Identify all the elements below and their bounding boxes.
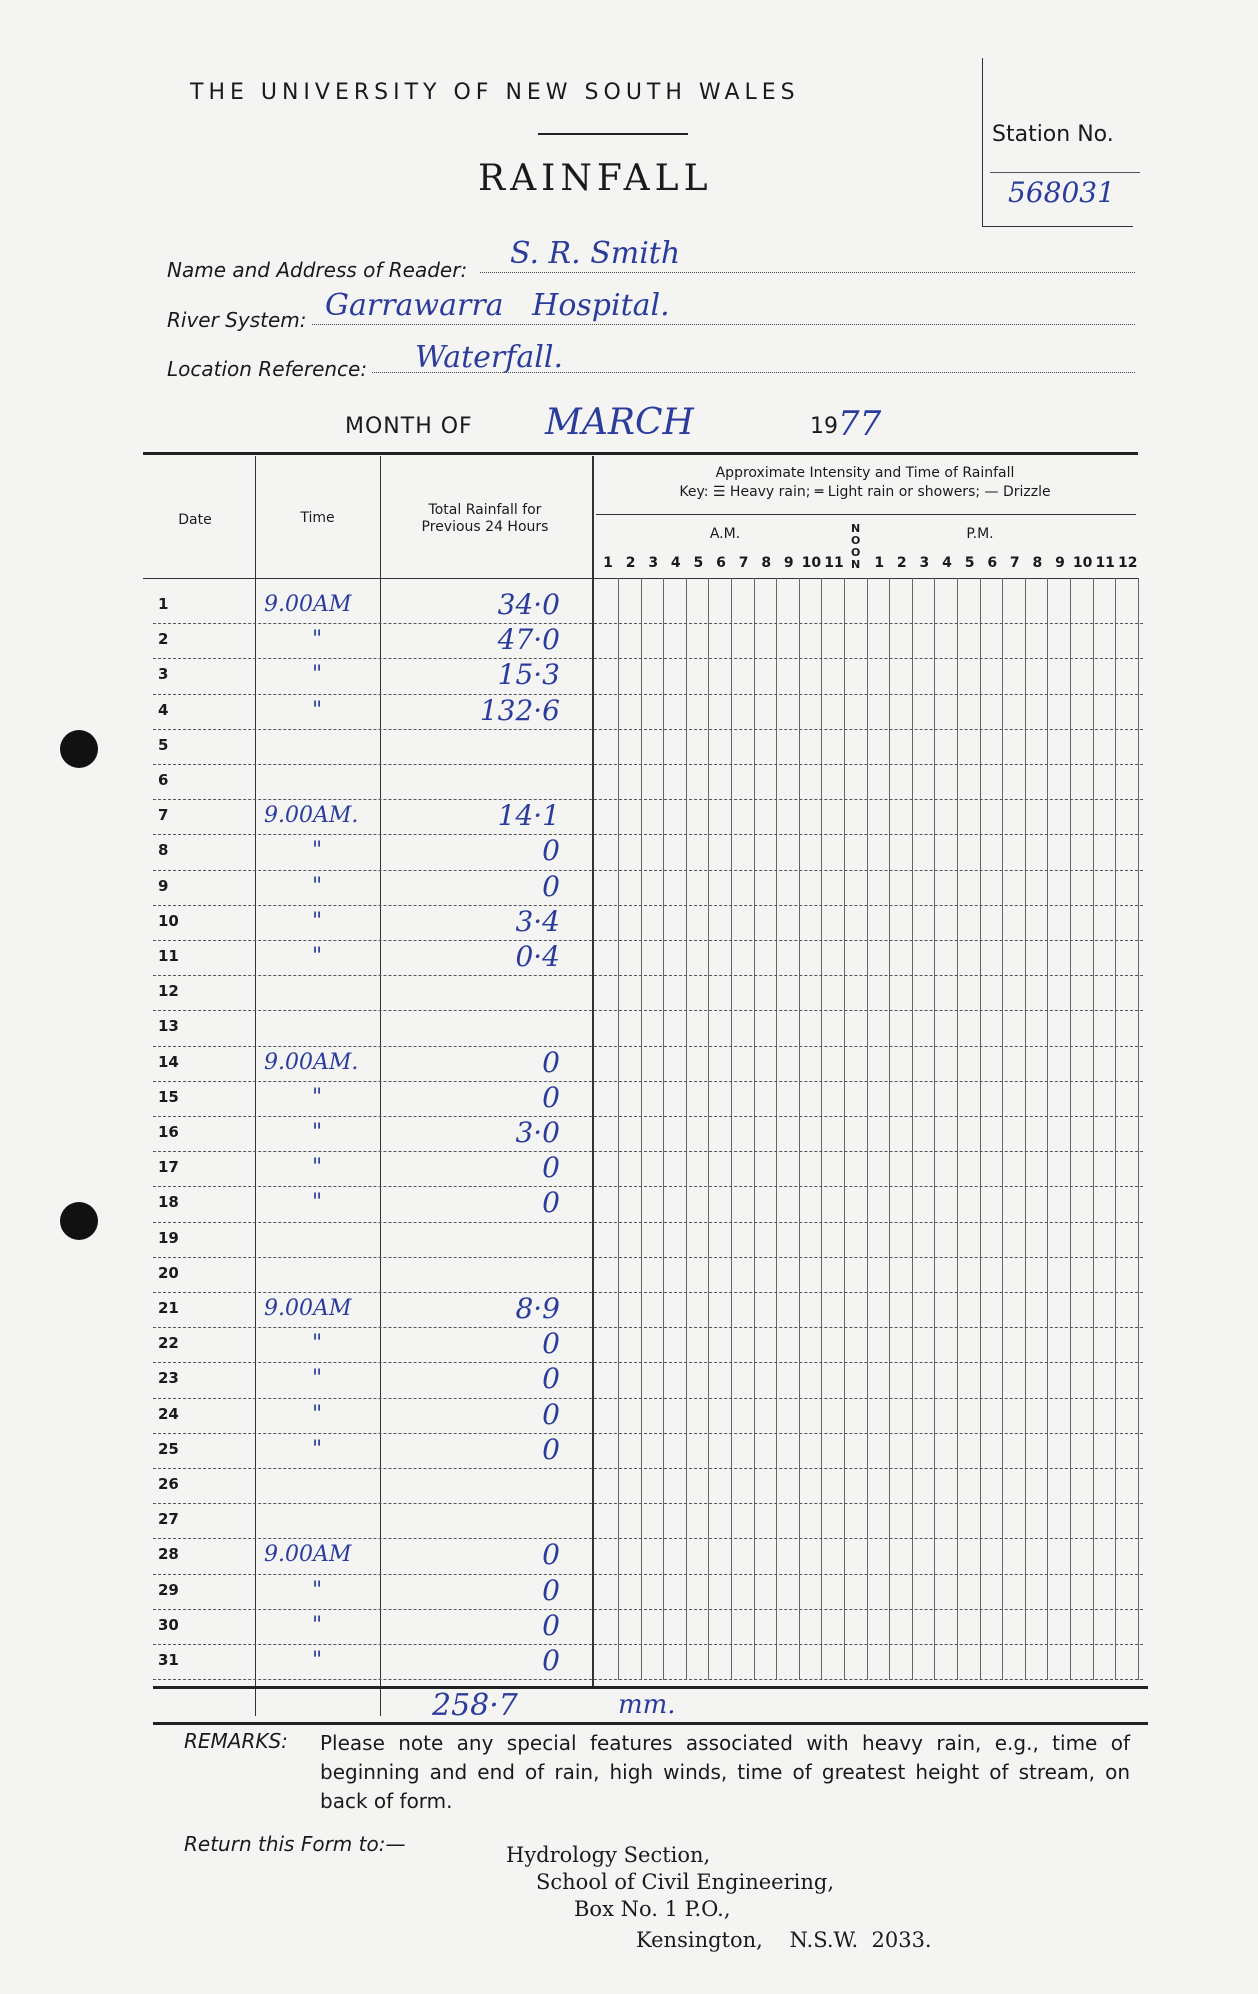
row-time[interactable]: 9.00AM xyxy=(264,1542,352,1568)
row-rainfall[interactable]: 0 xyxy=(542,1644,560,1677)
year-value[interactable]: 77 xyxy=(838,404,882,444)
row-rule xyxy=(153,1257,1143,1258)
table-bottom-rule xyxy=(153,1686,1148,1689)
reader-name-line xyxy=(480,272,1135,273)
total-rainfall[interactable]: 258·7 xyxy=(432,1688,518,1723)
river-system-value[interactable]: Garrawarra Hospital. xyxy=(325,288,670,323)
row-rule xyxy=(153,905,1143,906)
row-rule xyxy=(153,799,1143,800)
row-date: 28 xyxy=(158,1545,179,1564)
hour-number: 7 xyxy=(1009,555,1020,571)
row-time[interactable]: " xyxy=(312,1190,323,1216)
row-time[interactable]: " xyxy=(312,838,323,864)
row-time[interactable]: 9.00AM xyxy=(264,1296,352,1321)
row-date: 5 xyxy=(158,735,169,754)
row-time[interactable]: " xyxy=(312,1648,323,1673)
hour-number: 11 xyxy=(1095,555,1115,571)
row-rule xyxy=(153,694,1143,695)
row-date: 10 xyxy=(158,911,179,930)
return-line-1: Hydrology Section, xyxy=(506,1843,711,1867)
row-date: 18 xyxy=(158,1193,179,1212)
hour-grid-line xyxy=(844,578,845,1680)
hour-grid-line xyxy=(934,578,935,1680)
hour-number: 7 xyxy=(738,555,749,571)
university-name: THE UNIVERSITY OF NEW SOUTH WALES xyxy=(190,80,800,105)
reader-name-value[interactable]: S. R. Smith xyxy=(510,236,681,271)
row-time[interactable]: 9.00AM. xyxy=(264,803,359,829)
row-date: 14 xyxy=(158,1052,179,1071)
row-date: 20 xyxy=(158,1263,179,1282)
row-time[interactable]: 9.00AM. xyxy=(264,1049,359,1075)
row-rainfall[interactable]: 0 xyxy=(542,1432,560,1466)
row-date: 21 xyxy=(158,1299,179,1317)
row-rule xyxy=(153,1046,1143,1047)
row-date: 29 xyxy=(158,1580,179,1599)
row-rule xyxy=(153,1679,1143,1680)
row-rule xyxy=(153,870,1143,871)
col-date-header: Date xyxy=(178,512,212,528)
row-time[interactable]: " xyxy=(312,908,323,934)
row-rainfall[interactable]: 15·3 xyxy=(497,658,560,692)
row-date: 17 xyxy=(158,1158,179,1177)
row-date: 30 xyxy=(158,1615,179,1634)
row-date: 24 xyxy=(158,1404,179,1423)
row-rule xyxy=(153,975,1143,976)
intensity-key: Key: ☰ Heavy rain; ═ Light rain or showers; — Drizzle xyxy=(679,484,1051,500)
hour-number: 1 xyxy=(603,555,613,571)
row-date: 27 xyxy=(158,1510,179,1529)
hour-grid-line xyxy=(889,578,890,1680)
row-time[interactable]: " xyxy=(312,1331,323,1357)
row-time[interactable]: " xyxy=(312,1436,323,1462)
row-rainfall[interactable]: 0 xyxy=(542,1045,560,1079)
hour-number: 9 xyxy=(1055,555,1065,571)
row-rule xyxy=(153,940,1143,941)
hour-number: 6 xyxy=(716,555,726,571)
return-line-3: Box No. 1 P.O., xyxy=(574,1897,731,1921)
punch-hole-bottom xyxy=(60,1202,98,1240)
form-title: RAINFALL xyxy=(478,158,713,199)
row-rule xyxy=(153,1433,1143,1434)
col-divider-1 xyxy=(255,456,256,1716)
row-rule xyxy=(153,1468,1143,1469)
row-rainfall[interactable]: 132·6 xyxy=(479,693,560,727)
hour-number: 12 xyxy=(1118,555,1138,571)
row-rule xyxy=(153,1151,1143,1152)
hour-grid-line xyxy=(1115,578,1116,1680)
row-date: 26 xyxy=(158,1475,179,1493)
row-date: 12 xyxy=(158,982,179,1001)
hour-number: 10 xyxy=(801,555,822,571)
hour-number: 5 xyxy=(693,555,704,571)
row-rainfall[interactable]: 3·0 xyxy=(515,1116,560,1149)
row-date: 15 xyxy=(158,1087,179,1106)
hour-number: 3 xyxy=(648,555,659,571)
hour-grid-line xyxy=(663,578,664,1680)
row-rule xyxy=(153,1609,1143,1610)
row-date: 11 xyxy=(158,947,179,965)
row-date: 7 xyxy=(158,806,169,825)
river-system-line xyxy=(312,324,1135,325)
month-label: MONTH OF xyxy=(345,414,473,439)
row-date: 16 xyxy=(158,1123,179,1141)
row-rule xyxy=(153,764,1143,765)
remarks-top-rule xyxy=(153,1722,1148,1725)
row-rainfall[interactable]: 0 xyxy=(542,1538,560,1572)
hour-grid-line xyxy=(731,578,732,1680)
hour-number: 4 xyxy=(670,555,681,571)
hour-grid-line xyxy=(980,578,981,1680)
row-date: 6 xyxy=(158,771,169,789)
hour-grid-line xyxy=(912,578,913,1680)
month-value[interactable]: MARCH xyxy=(545,402,694,443)
col-divider-3 xyxy=(592,456,594,1686)
row-time[interactable]: " xyxy=(312,662,323,688)
row-time[interactable]: " xyxy=(312,1366,323,1392)
hour-grid-line xyxy=(1025,578,1026,1680)
remarks-label: REMARKS: xyxy=(184,1729,288,1753)
river-system-label: River System: xyxy=(167,308,307,332)
row-rainfall[interactable]: 47·0 xyxy=(497,623,560,657)
row-rule xyxy=(153,1116,1143,1117)
hour-grid-line xyxy=(1002,578,1003,1680)
row-date: 4 xyxy=(158,700,169,719)
hour-grid-line xyxy=(618,578,619,1680)
hour-number: 6 xyxy=(987,555,998,571)
hour-grid-line xyxy=(1047,578,1048,1680)
row-time[interactable]: " xyxy=(312,1612,323,1638)
hour-grid-line xyxy=(754,578,755,1680)
hour-number: 8 xyxy=(761,555,772,571)
row-rule xyxy=(153,1644,1143,1645)
hour-number: 3 xyxy=(919,555,930,571)
hour-number: 4 xyxy=(942,555,952,571)
row-time[interactable]: " xyxy=(312,1577,323,1603)
row-date: 13 xyxy=(158,1017,179,1036)
return-line-4: Kensington, N.S.W. 2033. xyxy=(636,1928,932,1952)
hour-number: 10 xyxy=(1072,555,1093,571)
row-rainfall[interactable]: 14·1 xyxy=(497,799,560,833)
row-time[interactable]: 9.00AM xyxy=(264,592,352,617)
row-rule xyxy=(153,623,1143,624)
location-value[interactable]: Waterfall. xyxy=(415,340,563,375)
row-rainfall[interactable]: 34·0 xyxy=(497,588,560,621)
row-rainfall[interactable]: 0 xyxy=(542,869,560,903)
remarks-text: Please note any special features associated with heavy rain, e.g., time of beginning and end of rain, high winds, time of greatest height of stream, on back of form. xyxy=(320,1731,1130,1813)
hour-grid-line xyxy=(821,578,822,1680)
hour-grid-line xyxy=(776,578,777,1680)
title-rule xyxy=(538,133,688,135)
hour-number: 5 xyxy=(964,555,975,571)
row-rule xyxy=(153,1222,1143,1223)
noon-label: NOON xyxy=(851,522,861,571)
hour-grid-line xyxy=(1070,578,1071,1680)
row-rule xyxy=(153,1574,1143,1575)
row-date: 9 xyxy=(158,876,169,895)
row-rainfall[interactable]: 3·4 xyxy=(515,904,560,938)
total-unit: mm. xyxy=(618,1690,676,1720)
row-rule xyxy=(153,1081,1143,1082)
pm-label: P.M. xyxy=(966,526,994,542)
row-rainfall[interactable]: 0 xyxy=(542,1608,560,1642)
row-rainfall[interactable]: 0 xyxy=(542,1397,560,1431)
row-date: 19 xyxy=(158,1228,179,1247)
row-rainfall[interactable]: 0 xyxy=(542,1080,560,1114)
hour-grid-line xyxy=(867,578,868,1680)
row-rule xyxy=(153,1292,1143,1293)
hour-grid-line xyxy=(799,578,800,1680)
row-time[interactable]: " xyxy=(312,1401,323,1427)
row-rule xyxy=(153,1503,1143,1504)
hour-grid-line xyxy=(686,578,687,1680)
row-rainfall[interactable]: 0 xyxy=(542,1327,560,1361)
year-prefix: 19 xyxy=(810,414,838,439)
hour-number: 9 xyxy=(783,555,794,571)
table-top-rule xyxy=(143,452,1138,455)
row-date: 2 xyxy=(158,630,169,649)
row-time[interactable]: " xyxy=(312,873,323,899)
reader-name-label: Name and Address of Reader: xyxy=(167,258,468,282)
row-rule xyxy=(153,658,1143,659)
row-rainfall[interactable]: 0 xyxy=(542,834,560,868)
row-rule xyxy=(153,1398,1143,1399)
row-time[interactable]: " xyxy=(312,944,323,969)
hour-number: 2 xyxy=(625,555,636,571)
am-label: A.M. xyxy=(709,526,741,542)
row-date: 23 xyxy=(158,1369,179,1388)
row-time[interactable]: " xyxy=(312,1155,323,1181)
hour-grid-line xyxy=(1138,578,1139,1680)
row-date: 8 xyxy=(158,841,169,860)
hour-number: 11 xyxy=(824,555,844,571)
row-rainfall[interactable]: 0·4 xyxy=(515,940,560,973)
return-line-2: School of Civil Engineering, xyxy=(536,1870,834,1894)
row-rainfall[interactable]: 0 xyxy=(542,1362,560,1396)
row-time[interactable]: " xyxy=(312,1084,323,1110)
hour-number: 1 xyxy=(874,555,885,571)
station-rule xyxy=(990,172,1140,173)
row-rule xyxy=(153,1538,1143,1539)
row-rainfall[interactable]: 0 xyxy=(542,1186,560,1220)
station-label: Station No. xyxy=(992,122,1114,147)
hour-grid-line xyxy=(708,578,709,1680)
row-date: 3 xyxy=(158,665,169,684)
row-date: 22 xyxy=(158,1334,179,1353)
intensity-head-rule xyxy=(596,514,1136,515)
station-number[interactable]: 568031 xyxy=(1008,176,1115,209)
col-time-header: Time xyxy=(300,510,335,526)
row-time[interactable]: " xyxy=(312,1120,323,1145)
hour-grid-line xyxy=(1093,578,1094,1680)
row-rainfall[interactable]: 8·9 xyxy=(515,1292,560,1325)
row-rule xyxy=(153,834,1143,835)
row-rule xyxy=(153,729,1143,730)
row-rainfall[interactable]: 0 xyxy=(542,1151,560,1185)
row-rule xyxy=(153,1362,1143,1363)
row-date: 25 xyxy=(158,1439,179,1458)
return-label: Return this Form to:— xyxy=(184,1832,406,1856)
row-date: 31 xyxy=(158,1651,179,1669)
row-rule xyxy=(153,1186,1143,1187)
intensity-title: Approximate Intensity and Time of Rainfall xyxy=(715,465,1015,481)
hour-number: 8 xyxy=(1032,555,1043,571)
row-time[interactable]: " xyxy=(312,627,323,653)
row-rule xyxy=(153,1010,1143,1011)
row-rule xyxy=(153,1327,1143,1328)
hour-number: 2 xyxy=(896,555,907,571)
row-time[interactable]: " xyxy=(312,697,323,723)
location-line xyxy=(372,372,1135,373)
hour-grid-line xyxy=(641,578,642,1680)
location-label: Location Reference: xyxy=(167,357,368,381)
col-total-header: Total Rainfall for Previous 24 Hours xyxy=(421,502,549,535)
punch-hole-top xyxy=(60,730,98,768)
row-date: 1 xyxy=(158,595,169,613)
hour-grid-line xyxy=(957,578,958,1680)
col-divider-2 xyxy=(380,456,381,1716)
row-rainfall[interactable]: 0 xyxy=(542,1573,560,1607)
